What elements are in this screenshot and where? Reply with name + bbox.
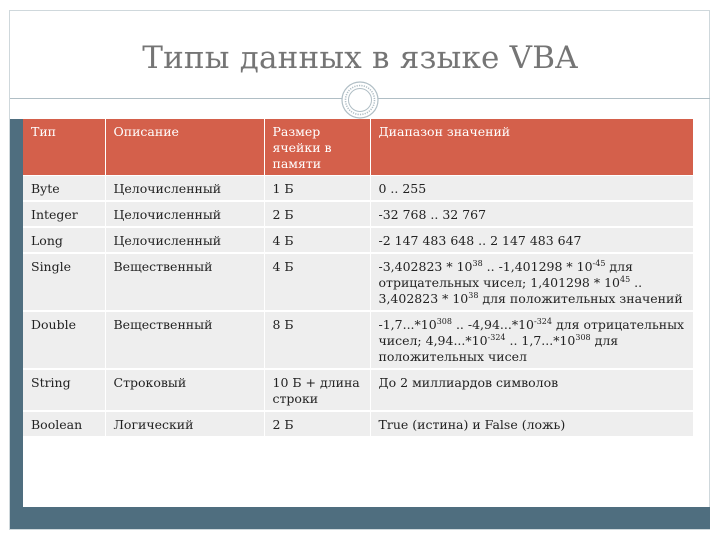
- cell-description: Вещественный: [105, 311, 264, 369]
- cell-description: Строковый: [105, 369, 264, 411]
- exponent: 45: [620, 275, 631, 284]
- slide-title: Типы данных в языке VBA: [142, 40, 578, 76]
- cell-size: 4 Б: [264, 227, 370, 253]
- exponent: 38: [468, 291, 479, 300]
- circle-ornament-icon: [340, 80, 380, 120]
- exponent: -324: [534, 317, 552, 326]
- header-type: Тип: [23, 119, 105, 176]
- cell-description: Логический: [105, 411, 264, 437]
- cell-range: До 2 миллиардов символов: [370, 369, 694, 411]
- cell-size: 2 Б: [264, 201, 370, 227]
- cell-range: -32 768 .. 32 767: [370, 201, 694, 227]
- table-row: [23, 369, 694, 411]
- table-header-row: [23, 119, 694, 176]
- data-types-table: [23, 119, 694, 438]
- header-description: Описание: [105, 119, 264, 176]
- left-accent-bar: [10, 119, 23, 507]
- exponent: 38: [472, 259, 483, 268]
- cell-description: Вещественный: [105, 253, 264, 311]
- cell-description: Целочисленный: [105, 176, 264, 202]
- cell-range: 0 .. 255: [370, 176, 694, 202]
- cell-type: Single: [23, 253, 105, 311]
- header-range: Диапазон значений: [370, 119, 694, 176]
- cell-type: Byte: [23, 176, 105, 202]
- cell-size: 10 Б + длина строки: [264, 369, 370, 411]
- table-row: [23, 176, 694, 202]
- cell-type: Integer: [23, 201, 105, 227]
- exponent: -324: [487, 333, 506, 342]
- table-row: [23, 253, 694, 311]
- header-size: Размер ячейки в памяти: [264, 119, 370, 176]
- cell-description: Целочисленный: [105, 227, 264, 253]
- cell-size: 8 Б: [264, 311, 370, 369]
- cell-size: 1 Б: [264, 176, 370, 202]
- table-row: [23, 227, 694, 253]
- cell-description: Целочисленный: [105, 201, 264, 227]
- cell-type: String: [23, 369, 105, 411]
- table-row: [23, 201, 694, 227]
- cell-size: 4 Б: [264, 253, 370, 311]
- cell-range: $-1,7...*10^{308}$ .. $-4,94...*10^{-324}$ для отрицательных чисел; $4,94...*10^{-324}$ .. $1,7...*10^{308}$ для положительных чисел: [370, 311, 694, 369]
- table-row: [23, 411, 694, 437]
- exponent: 308: [575, 333, 591, 342]
- cell-type: Long: [23, 227, 105, 253]
- cell-range: -2 147 483 648 .. 2 147 483 647: [370, 227, 694, 253]
- table-row: [23, 311, 694, 369]
- cell-range: True (истина) и False (ложь): [370, 411, 694, 437]
- cell-range: $-3,402823 * 10^{38}$ .. $-1,401298 * 10^{-45}$ для отрицательных чисел; $1,401298 * 10^{45}$ .. $3,402823 * 10^{38}$ для положительных значений: [370, 253, 694, 311]
- cell-size: 2 Б: [264, 411, 370, 437]
- exponent: 308: [436, 317, 452, 326]
- cell-type: Boolean: [23, 411, 105, 437]
- cell-type: Double: [23, 311, 105, 369]
- exponent: -45: [592, 259, 606, 268]
- bottom-accent-bar: [10, 507, 710, 529]
